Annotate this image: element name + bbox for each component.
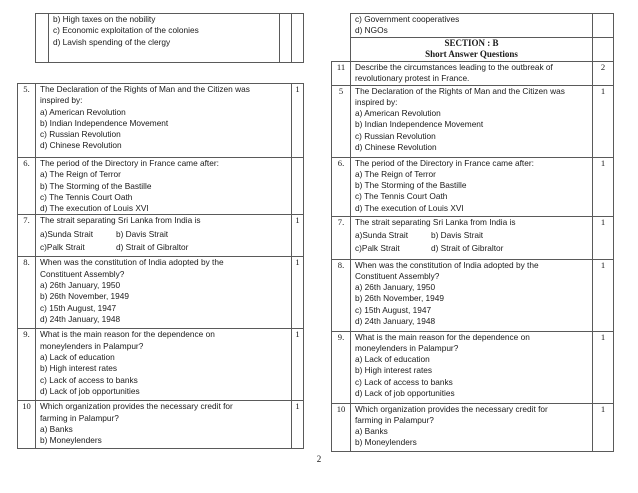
question-number: 9. (332, 331, 351, 403)
question-text (36, 401, 292, 449)
section-marks-cell (593, 38, 614, 62)
option-line: b) 26th November, 1949 (40, 291, 130, 302)
question-line: moneylenders in Palampur? (355, 342, 459, 353)
question-line: Constituent Assembly? (40, 268, 125, 279)
option-line: b) The Storming of the Bastille (40, 180, 152, 191)
left-continuation-blank-cell (292, 14, 304, 63)
option-pair (355, 243, 590, 254)
question-number: 8. (18, 257, 36, 329)
right-continuation-options (351, 14, 593, 38)
marks-cell: 1 (593, 157, 614, 216)
question-line: farming in Palampur? (355, 414, 434, 425)
marks-cell: 1 (593, 331, 614, 403)
marks-cell: 1 (292, 401, 304, 449)
option-a: a)Sunda Strait (40, 228, 94, 239)
option-line: c) Lack of access to banks (40, 374, 138, 385)
option-pair (40, 229, 289, 240)
question-number: 10 (332, 403, 351, 451)
marks-cell (292, 158, 304, 215)
question-row (18, 84, 304, 158)
question-line: The period of the Directory in France came after: (40, 158, 219, 168)
question-line: What is the main reason for the dependence on (40, 329, 215, 340)
question-row (18, 329, 304, 401)
section-header (351, 38, 593, 62)
option-line: c) The Tennis Court Oath (355, 191, 448, 202)
option-line: b) High taxes on the nobility (53, 14, 156, 24)
option-line: d) The execution of Louis XVI (355, 202, 464, 213)
section-subtitle: Short Answer Questions (425, 49, 518, 59)
question-row (18, 401, 304, 449)
option-line: d) Lack of job opportunities (355, 388, 455, 399)
option-line: b) The Storming of the Bastille (355, 180, 467, 191)
question-row (332, 157, 614, 216)
option-line: b) Indian Independence Movement (40, 117, 169, 128)
marks-cell: 1 (593, 216, 614, 259)
question-text (36, 215, 292, 257)
section-title: SECTION : B (444, 38, 499, 48)
option-line: a) American Revolution (40, 106, 126, 117)
question-text (36, 84, 292, 158)
question-text (351, 259, 593, 331)
question-number: 9. (18, 329, 36, 401)
question-text (36, 329, 292, 401)
question-number: 5. (18, 84, 36, 158)
left-continuation-options (49, 14, 280, 63)
question-number: 6. (332, 157, 351, 216)
left-continuation-num-cell (36, 14, 49, 63)
option-line: a) The Reign of Terror (355, 168, 436, 179)
question-line: What is the main reason for the dependence on (355, 331, 530, 342)
option-line: a) Lack of education (40, 352, 115, 363)
option-c: c)Palk Strait (40, 242, 85, 253)
question-number: 10 (18, 401, 36, 449)
option-line: a) The Reign of Terror (40, 169, 121, 180)
question-row (18, 215, 304, 257)
option-line: d) 24th January, 1948 (40, 313, 121, 324)
question-number: 6. (18, 158, 36, 215)
option-line: b) Moneylenders (40, 435, 102, 446)
question-line: inspired by: (355, 96, 398, 107)
option-d: d) Strait of Gibraltor (116, 242, 189, 253)
option-line: c) 15th August, 1947 (355, 304, 432, 315)
question-row (332, 403, 614, 451)
question-line: When was the constitution of India adopted by the (355, 259, 539, 270)
right-continuation-table (350, 13, 614, 62)
question-row (332, 85, 614, 157)
marks-cell: 1 (292, 84, 304, 158)
question-line: inspired by: (40, 95, 83, 106)
option-line: b) High interest rates (355, 365, 433, 376)
option-b: b) Davis Strait (116, 228, 169, 239)
question-text (351, 85, 593, 157)
question-text (351, 157, 593, 216)
option-line: d) The execution of Louis XVI (40, 203, 149, 214)
question-line: Which organization provides the necessary credit for (40, 401, 233, 412)
question-line: The strait separating Sri Lanka from India is (40, 215, 201, 226)
question-line: When was the constitution of India adopted by the (40, 257, 224, 268)
option-line: b) High interest rates (40, 363, 118, 374)
question-line: farming in Palampur? (40, 412, 119, 423)
option-line: a) American Revolution (355, 108, 441, 119)
question-line: The strait separating Sri Lanka from India is (355, 216, 516, 227)
question-row (332, 216, 614, 259)
left-continuation-table (35, 13, 304, 63)
marks-cell: 1 (292, 329, 304, 401)
option-line: c) Russian Revolution (355, 130, 436, 141)
option-line: d) NGOs (355, 25, 388, 36)
option-line: a) Banks (40, 424, 73, 435)
marks-cell: 1 (593, 85, 614, 157)
question-line: Which organization provides the necessary credit for (355, 403, 548, 414)
page-number: 2 (316, 454, 322, 464)
option-line: c) Russian Revolution (40, 129, 121, 140)
question-line: The Declaration of the Rights of Man and the Citizen was (40, 84, 250, 94)
question-line: The period of the Directory in France came after: (355, 157, 534, 168)
option-line: d) Chinese Revolution (40, 140, 122, 151)
option-line: a) Banks (355, 426, 388, 437)
marks-cell: 1 (593, 259, 614, 331)
option-line: a) Lack of education (355, 354, 430, 365)
option-c: c)Palk Strait (355, 243, 400, 254)
question-number: 7. (18, 215, 36, 257)
left-questions-table (17, 83, 304, 449)
question-row (18, 257, 304, 329)
question-row (18, 158, 304, 215)
option-a: a)Sunda Strait (355, 229, 409, 240)
question-text (351, 403, 593, 451)
right-questions-table (331, 61, 614, 452)
question-line: moneylenders in Palampur? (40, 340, 144, 351)
option-line: b) Indian Independence Movement (355, 119, 484, 130)
question-number: 8. (332, 259, 351, 331)
question-number: 7. (332, 216, 351, 259)
option-line: d) Lack of job opportunities (40, 385, 140, 396)
option-pair (40, 242, 289, 253)
question-text (351, 331, 593, 403)
question-text (36, 158, 292, 215)
option-d: d) Strait of Gibraltor (431, 243, 504, 254)
question-line: revolutionary protest in France. (355, 73, 470, 84)
marks-cell: 2 (593, 62, 614, 86)
option-line: b) Moneylenders (355, 437, 417, 448)
question-number: 5 (332, 85, 351, 157)
left-continuation-marks-cell (280, 14, 292, 63)
marks-cell: 1 (593, 403, 614, 451)
option-line: d) 24th January, 1948 (355, 316, 436, 327)
option-line: a) 26th January, 1950 (355, 282, 436, 293)
option-line: a) 26th January, 1950 (40, 280, 121, 291)
option-line: c) The Tennis Court Oath (40, 191, 133, 202)
marks-cell: 1 (292, 215, 304, 257)
marks-cell: 1 (292, 257, 304, 329)
question-row (332, 62, 614, 86)
option-line: c) 15th August, 1947 (40, 302, 117, 313)
option-line: d) Lavish spending of the clergy (53, 36, 171, 47)
question-line: Constituent Assembly? (355, 270, 440, 281)
right-continuation-marks-cell (593, 14, 614, 38)
question-row (332, 331, 614, 403)
option-pair (355, 230, 590, 241)
option-line: d) Chinese Revolution (355, 142, 437, 153)
option-b: b) Davis Strait (431, 229, 484, 240)
question-text (351, 216, 593, 259)
option-line: b) 26th November, 1949 (355, 293, 445, 304)
question-line: The Declaration of the Rights of Man and the Citizen was (355, 85, 565, 96)
option-line: c) Government cooperatives (355, 14, 460, 24)
question-row (332, 259, 614, 331)
question-text (351, 62, 593, 86)
option-line: c) Lack of access to banks (355, 376, 453, 387)
question-number: 11 (332, 62, 351, 86)
option-line: c) Economic exploitation of the colonies (53, 25, 199, 36)
question-text (36, 257, 292, 329)
question-line: Describe the circumstances leading to the outbreak of (355, 62, 553, 72)
